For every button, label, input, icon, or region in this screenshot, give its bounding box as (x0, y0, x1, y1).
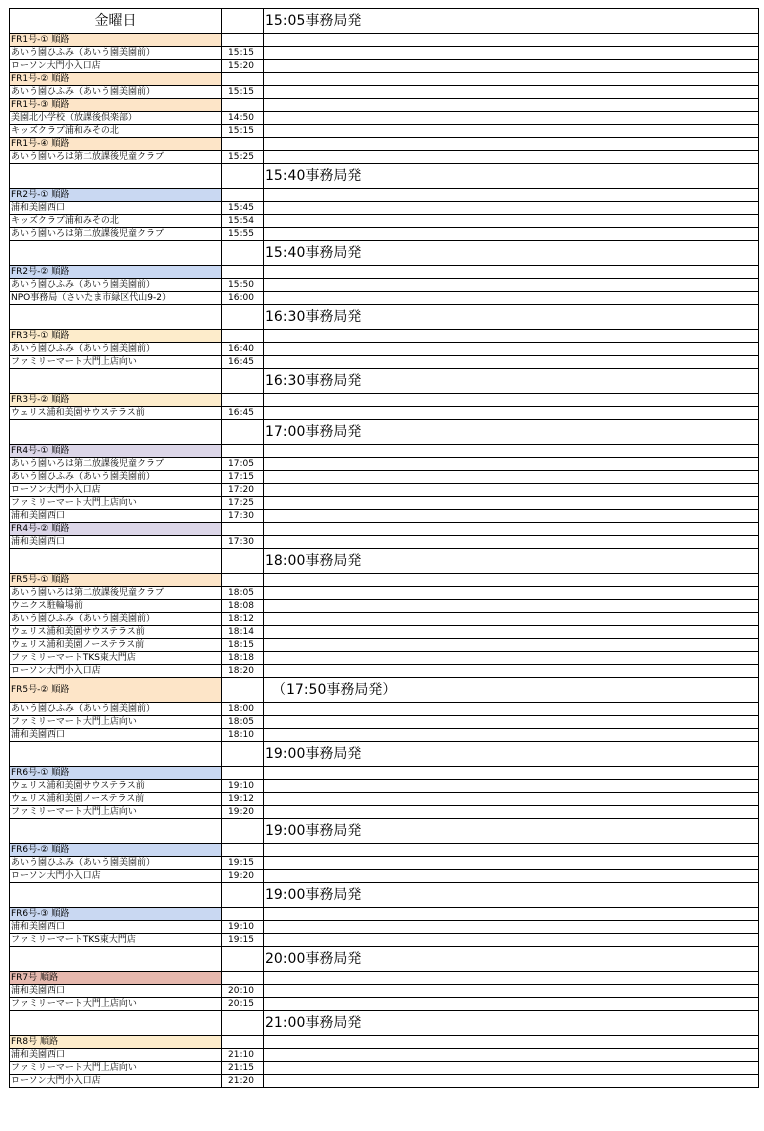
stop-time: 19:15 (222, 934, 264, 947)
stop-note-cell (264, 279, 759, 292)
route-label: FR1号-① 順路 (10, 34, 222, 47)
stop-time: 18:20 (222, 665, 264, 678)
route-row (10, 138, 759, 151)
schedule-table (9, 8, 759, 1088)
stop-row (10, 279, 759, 292)
stop-note-cell (264, 600, 759, 613)
route-time-cell (222, 523, 264, 536)
stop-row (10, 356, 759, 369)
stop-row (10, 86, 759, 99)
route-label: FR4号-① 順路 (10, 445, 222, 458)
stop-note-cell (264, 202, 759, 215)
stop-row (10, 703, 759, 716)
route-time-cell (222, 445, 264, 458)
route-label: FR8号 順路 (10, 1036, 222, 1049)
route-label: FR5号-① 順路 (10, 574, 222, 587)
depart-time-cell (222, 369, 264, 394)
route-row (10, 330, 759, 343)
stop-row (10, 458, 759, 471)
depart-time: 19:00事務局発 (264, 883, 759, 908)
stop-time: 14:50 (222, 112, 264, 125)
stop-name: あいう園いろは第二放課後児童クラブ (10, 587, 222, 600)
stop-note-cell (264, 639, 759, 652)
stop-name: ファミリーマート大門上店向い (10, 356, 222, 369)
stop-note-cell (264, 356, 759, 369)
route-time-cell (222, 330, 264, 343)
header-row (10, 9, 759, 34)
stop-note-cell (264, 857, 759, 870)
stop-time: 17:15 (222, 471, 264, 484)
stop-row (10, 857, 759, 870)
stop-name: ファミリーマート大門上店向い (10, 998, 222, 1011)
stop-note-cell (264, 626, 759, 639)
stop-name: 浦和美園西口 (10, 729, 222, 742)
depart-time-cell (222, 164, 264, 189)
stop-time: 19:15 (222, 857, 264, 870)
stop-note-cell (264, 407, 759, 420)
stop-name: ローソン大門小入口店 (10, 60, 222, 73)
stop-name: あいう園ひふみ（あいう園美園前） (10, 86, 222, 99)
stop-time: 20:10 (222, 985, 264, 998)
depart-row (10, 883, 759, 908)
stop-time: 16:45 (222, 356, 264, 369)
stop-note-cell (264, 228, 759, 241)
stop-note-cell (264, 215, 759, 228)
depart-row (10, 947, 759, 972)
stop-name: 浦和美園西口 (10, 985, 222, 998)
stop-note-cell (264, 125, 759, 138)
stop-name: あいう園ひふみ（あいう園美園前） (10, 703, 222, 716)
stop-row (10, 921, 759, 934)
stop-name: ファミリーマート大門上店向い (10, 1062, 222, 1075)
stop-name: ファミリーマート大門上店向い (10, 716, 222, 729)
route-time-cell (222, 99, 264, 112)
depart-time: 19:00事務局発 (264, 819, 759, 844)
stop-note-cell (264, 729, 759, 742)
route-time-cell (222, 73, 264, 86)
stop-note-cell (264, 1049, 759, 1062)
stop-name: ウェリス浦和美園サウステラス前 (10, 407, 222, 420)
stop-row (10, 125, 759, 138)
depart-blank-cell (10, 819, 222, 844)
stop-time: 19:12 (222, 793, 264, 806)
stop-name: あいう園ひふみ（あいう園美園前） (10, 343, 222, 356)
depart-time-cell (222, 305, 264, 330)
depart-time-cell (222, 947, 264, 972)
stop-name: 浦和美園西口 (10, 1049, 222, 1062)
stop-time: 17:20 (222, 484, 264, 497)
stop-time: 17:25 (222, 497, 264, 510)
route-label: FR6号-③ 順路 (10, 908, 222, 921)
stop-time: 15:15 (222, 125, 264, 138)
stop-row (10, 497, 759, 510)
stop-name: 浦和美園西口 (10, 921, 222, 934)
route-time-cell (222, 972, 264, 985)
route-label: FR3号-② 順路 (10, 394, 222, 407)
route-note-cell (264, 767, 759, 780)
stop-row (10, 151, 759, 164)
stop-time: 18:12 (222, 613, 264, 626)
depart-time: 15:40事務局発 (264, 241, 759, 266)
stop-name: ウェリス浦和美園サウステラス前 (10, 780, 222, 793)
route-row (10, 73, 759, 86)
stop-name: ローソン大門小入口店 (10, 1075, 222, 1088)
stop-time: 17:30 (222, 536, 264, 549)
route-note-cell (264, 844, 759, 857)
stop-row (10, 652, 759, 665)
route-time-cell (222, 574, 264, 587)
stop-name: ローソン大門小入口店 (10, 484, 222, 497)
stop-time: 15:45 (222, 202, 264, 215)
route-row (10, 972, 759, 985)
route-note-cell (264, 99, 759, 112)
route-label: FR2号-① 順路 (10, 189, 222, 202)
depart-time-cell (222, 1011, 264, 1036)
route-row (10, 189, 759, 202)
route-row (10, 394, 759, 407)
route-time-cell (222, 844, 264, 857)
route-note-cell (264, 330, 759, 343)
depart-row (10, 164, 759, 189)
route-row (10, 445, 759, 458)
route-note-cell (264, 574, 759, 587)
stop-time: 18:18 (222, 652, 264, 665)
stop-name: あいう園ひふみ（あいう園美園前） (10, 47, 222, 60)
stop-name: あいう園いろは第二放課後児童クラブ (10, 458, 222, 471)
stop-note-cell (264, 1075, 759, 1088)
route-row (10, 574, 759, 587)
stop-row (10, 639, 759, 652)
stop-note-cell (264, 536, 759, 549)
stop-note-cell (264, 934, 759, 947)
stop-name: ウェリス浦和美園サウステラス前 (10, 626, 222, 639)
stop-row (10, 471, 759, 484)
stop-note-cell (264, 793, 759, 806)
route-label: FR1号-④ 順路 (10, 138, 222, 151)
route-note-cell (264, 908, 759, 921)
stop-note-cell (264, 587, 759, 600)
depart-blank-cell (10, 883, 222, 908)
stop-time: 18:08 (222, 600, 264, 613)
stop-row (10, 1049, 759, 1062)
depart-time-cell (222, 819, 264, 844)
depart-blank-cell (10, 164, 222, 189)
depart-time-cell (222, 241, 264, 266)
route-time-cell (222, 1036, 264, 1049)
stop-note-cell (264, 112, 759, 125)
stop-time: 18:00 (222, 703, 264, 716)
depart-time: （17:50事務局発） (264, 678, 759, 703)
route-note-cell (264, 523, 759, 536)
stop-row (10, 536, 759, 549)
stop-note-cell (264, 458, 759, 471)
stop-row (10, 793, 759, 806)
stop-row (10, 215, 759, 228)
route-label: FR1号-② 順路 (10, 73, 222, 86)
stop-note-cell (264, 292, 759, 305)
stop-time: 15:15 (222, 86, 264, 99)
stop-row (10, 613, 759, 626)
depart-blank-cell (10, 742, 222, 767)
stop-row (10, 780, 759, 793)
stop-note-cell (264, 870, 759, 883)
route-label: FR2号-② 順路 (10, 266, 222, 279)
stop-note-cell (264, 998, 759, 1011)
stop-time: 18:10 (222, 729, 264, 742)
depart-row (10, 742, 759, 767)
stop-time: 18:05 (222, 587, 264, 600)
route-label: FR4号-② 順路 (10, 523, 222, 536)
route-label: FR6号-① 順路 (10, 767, 222, 780)
stop-time: 20:15 (222, 998, 264, 1011)
stop-time: 18:14 (222, 626, 264, 639)
schedule-body (10, 9, 759, 1088)
stop-time: 15:54 (222, 215, 264, 228)
stop-time: 21:20 (222, 1075, 264, 1088)
depart-row (10, 369, 759, 394)
route-label: FR3号-① 順路 (10, 330, 222, 343)
stop-row (10, 1075, 759, 1088)
stop-name: NPO事務局（さいたま市緑区代山9-2） (10, 292, 222, 305)
stop-row (10, 985, 759, 998)
route-note-cell (264, 73, 759, 86)
depart-time: 17:00事務局発 (264, 420, 759, 445)
stop-time: 15:25 (222, 151, 264, 164)
stop-name: ローソン大門小入口店 (10, 870, 222, 883)
stop-name: キッズクラブ浦和みその北 (10, 215, 222, 228)
stop-note-cell (264, 497, 759, 510)
route-row (10, 844, 759, 857)
stop-row (10, 998, 759, 1011)
stop-row (10, 343, 759, 356)
stop-row (10, 934, 759, 947)
depart-time: 18:00事務局発 (264, 549, 759, 574)
stop-name: ローソン大門小入口店 (10, 665, 222, 678)
stop-note-cell (264, 86, 759, 99)
route-note-cell (264, 445, 759, 458)
stop-row (10, 626, 759, 639)
stop-time: 18:05 (222, 716, 264, 729)
stop-name: ファミリーマート大門上店向い (10, 806, 222, 819)
depart-blank-cell (10, 369, 222, 394)
depart-row (10, 305, 759, 330)
depart-blank-cell (10, 947, 222, 972)
stop-note-cell (264, 921, 759, 934)
day-title: 金曜日 (10, 9, 222, 34)
stop-note-cell (264, 47, 759, 60)
stop-name: ファミリーマート大門上店向い (10, 497, 222, 510)
stop-note-cell (264, 780, 759, 793)
route-note-cell (264, 972, 759, 985)
route-row (10, 767, 759, 780)
stop-time: 19:20 (222, 870, 264, 883)
stop-note-cell (264, 151, 759, 164)
stop-row (10, 47, 759, 60)
stop-row (10, 510, 759, 523)
depart-time-cell (222, 883, 264, 908)
stop-name: ウニクス駐輪場前 (10, 600, 222, 613)
stop-row (10, 292, 759, 305)
route-row (10, 34, 759, 47)
route-time-cell (222, 394, 264, 407)
stop-note-cell (264, 510, 759, 523)
route-row (10, 908, 759, 921)
stop-time: 21:15 (222, 1062, 264, 1075)
route-time-cell (222, 767, 264, 780)
stop-name: あいう園いろは第二放課後児童クラブ (10, 151, 222, 164)
depart-time: 19:00事務局発 (264, 742, 759, 767)
stop-time: 17:05 (222, 458, 264, 471)
depart-row (10, 1011, 759, 1036)
stop-row (10, 600, 759, 613)
stop-name: ファミリーマートTKS東大門店 (10, 934, 222, 947)
route-time-cell (222, 908, 264, 921)
stop-row (10, 587, 759, 600)
stop-note-cell (264, 652, 759, 665)
stop-name: キッズクラブ浦和みその北 (10, 125, 222, 138)
stop-note-cell (264, 665, 759, 678)
route-note-cell (264, 34, 759, 47)
stop-time: 19:10 (222, 780, 264, 793)
stop-time: 21:10 (222, 1049, 264, 1062)
stop-time: 18:15 (222, 639, 264, 652)
stop-row (10, 228, 759, 241)
route-time-cell (222, 34, 264, 47)
stop-row (10, 484, 759, 497)
route-note-cell (264, 138, 759, 151)
route-note-cell (264, 189, 759, 202)
stop-note-cell (264, 613, 759, 626)
route-label: FR1号-③ 順路 (10, 99, 222, 112)
stop-note-cell (264, 60, 759, 73)
route-time-cell (222, 189, 264, 202)
stop-time: 16:45 (222, 407, 264, 420)
route-label: FR7号 順路 (10, 972, 222, 985)
route-row (10, 1036, 759, 1049)
route-time-cell (222, 266, 264, 279)
route-row (10, 523, 759, 536)
stop-time: 15:15 (222, 47, 264, 60)
route-note-cell (264, 1036, 759, 1049)
stop-time: 19:10 (222, 921, 264, 934)
route-row (10, 266, 759, 279)
route-note-cell (264, 266, 759, 279)
depart-time: 21:00事務局発 (264, 1011, 759, 1036)
stop-row (10, 1062, 759, 1075)
stop-row (10, 729, 759, 742)
depart-row (10, 241, 759, 266)
stop-name: 浦和美園西口 (10, 510, 222, 523)
route-time-cell (222, 678, 264, 703)
stop-name: ウェリス浦和美園ノーステラス前 (10, 639, 222, 652)
header-depart-time: 15:05事務局発 (264, 9, 759, 34)
stop-note-cell (264, 806, 759, 819)
stop-name: あいう園ひふみ（あいう園美園前） (10, 857, 222, 870)
route-label: FR6号-② 順路 (10, 844, 222, 857)
stop-note-cell (264, 985, 759, 998)
depart-blank-cell (10, 549, 222, 574)
header-time-cell (222, 9, 264, 34)
stop-time: 15:50 (222, 279, 264, 292)
stop-row (10, 806, 759, 819)
stop-note-cell (264, 716, 759, 729)
stop-name: あいう園ひふみ（あいう園美園前） (10, 279, 222, 292)
stop-row (10, 407, 759, 420)
stop-name: ウェリス浦和美園ノーステラス前 (10, 793, 222, 806)
depart-blank-cell (10, 241, 222, 266)
depart-time-cell (222, 420, 264, 445)
stop-time: 17:30 (222, 510, 264, 523)
depart-blank-cell (10, 1011, 222, 1036)
stop-row (10, 112, 759, 125)
depart-blank-cell (10, 420, 222, 445)
depart-time: 20:00事務局発 (264, 947, 759, 972)
stop-row (10, 202, 759, 215)
depart-time-cell (222, 549, 264, 574)
depart-row (10, 420, 759, 445)
depart-row (10, 819, 759, 844)
stop-name: あいう園ひふみ（あいう園美園前） (10, 613, 222, 626)
stop-note-cell (264, 343, 759, 356)
depart-time: 16:30事務局発 (264, 305, 759, 330)
stop-note-cell (264, 1062, 759, 1075)
stop-note-cell (264, 703, 759, 716)
stop-name: 美園北小学校（放課後倶楽部） (10, 112, 222, 125)
route-row (10, 99, 759, 112)
stop-name: 浦和美園西口 (10, 202, 222, 215)
depart-row (10, 549, 759, 574)
stop-time: 16:00 (222, 292, 264, 305)
route-note-cell (264, 394, 759, 407)
stop-note-cell (264, 471, 759, 484)
stop-name: あいう園ひふみ（あいう園美園前） (10, 471, 222, 484)
depart-time-cell (222, 742, 264, 767)
depart-time: 15:40事務局発 (264, 164, 759, 189)
stop-name: あいう園いろは第二放課後児童クラブ (10, 228, 222, 241)
stop-row (10, 665, 759, 678)
route-time-cell (222, 138, 264, 151)
stop-time: 19:20 (222, 806, 264, 819)
stop-time: 15:20 (222, 60, 264, 73)
depart-blank-cell (10, 305, 222, 330)
route-label: FR5号-② 順路 (10, 678, 222, 703)
stop-row (10, 716, 759, 729)
stop-time: 16:40 (222, 343, 264, 356)
stop-time: 15:55 (222, 228, 264, 241)
stop-row (10, 870, 759, 883)
stop-row (10, 60, 759, 73)
route-depart-row (10, 678, 759, 703)
depart-time: 16:30事務局発 (264, 369, 759, 394)
stop-name: ファミリーマートTKS東大門店 (10, 652, 222, 665)
stop-name: 浦和美園西口 (10, 536, 222, 549)
stop-note-cell (264, 484, 759, 497)
